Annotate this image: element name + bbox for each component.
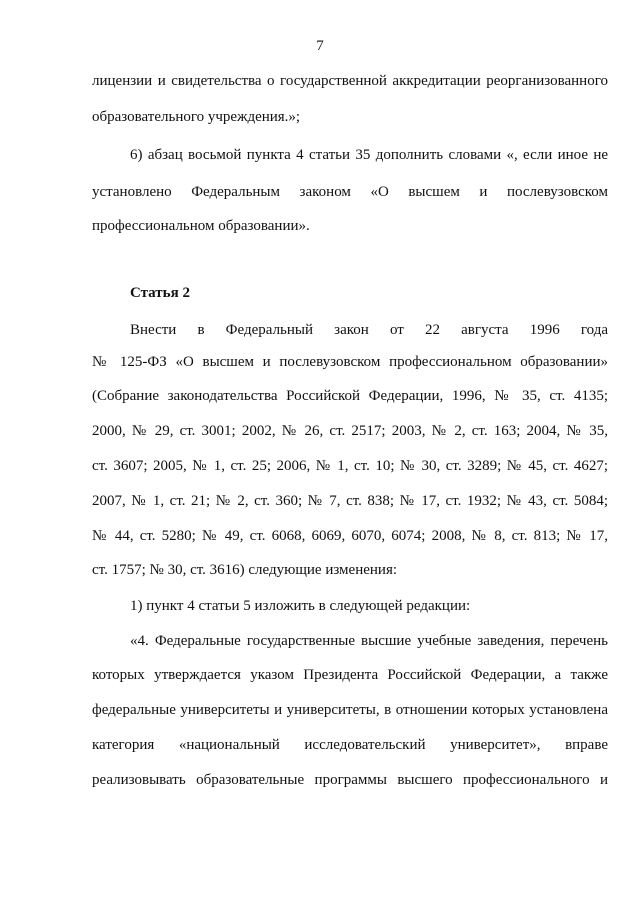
text-line: ст. 3607; 2005, № 1, ст. 25; 2006, № 1, ст. 10; № 30, ст. 3289; № 45, ст. 4627;: [92, 458, 608, 474]
section-heading: Статья 2: [130, 285, 190, 301]
text-line: реализовывать образовательные программы высшего профессионального и: [92, 772, 608, 788]
text-line: профессиональном образовании».: [92, 218, 310, 234]
text-line: которых утверждается указом Президента Российской Федерации, а также: [92, 667, 608, 683]
text-line: ст. 1757; № 30, ст. 3616) следующие изменения:: [92, 562, 398, 578]
text-line: лицензии и свидетельства о государственной аккредитации реорганизованного: [92, 73, 608, 89]
text-line: 6) абзац восьмой пункта 4 статьи 35 дополнить словами «, если иное не: [130, 147, 608, 163]
text-line: № 44, ст. 5280; № 49, ст. 6068, 6069, 6070, 6074; 2008, № 8, ст. 813; № 17,: [92, 528, 608, 544]
text-line: федеральные университеты и университеты, в отношении которых установлена: [92, 702, 608, 718]
text-line: 1) пункт 4 статьи 5 изложить в следующей редакции:: [130, 598, 471, 614]
text-line: категория «национальный исследовательский университет», вправе: [92, 737, 608, 753]
text-line: 2007, № 1, ст. 21; № 2, ст. 360; № 7, ст. 838; № 17, ст. 1932; № 43, ст. 5084;: [92, 493, 608, 509]
text-line: Внести в Федеральный закон от 22 августа 1996 года: [130, 322, 608, 338]
text-line: 2000, № 29, ст. 3001; 2002, № 26, ст. 2517; 2003, № 2, ст. 163; 2004, № 35,: [92, 423, 608, 439]
text-line: (Собрание законодательства Российской Федерации, 1996, № 35, ст. 4135;: [92, 388, 608, 404]
text-line: образовательного учреждения.»;: [92, 109, 301, 125]
text-line: № 125-ФЗ «О высшем и послевузовском профессиональном образовании»: [92, 354, 608, 370]
text-line: установлено Федеральным законом «О высшем и послевузовском: [92, 184, 608, 200]
text-line: «4. Федеральные государственные высшие учебные заведения, перечень: [130, 633, 608, 649]
page-number: 7: [316, 38, 324, 54]
